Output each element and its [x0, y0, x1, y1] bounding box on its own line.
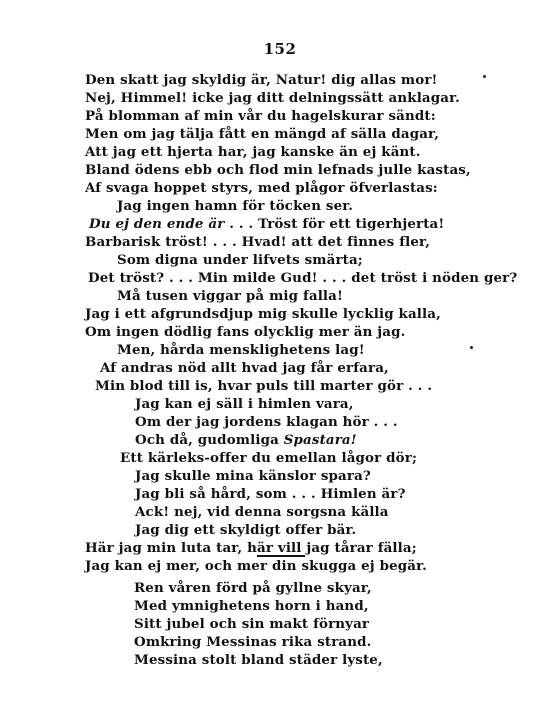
poem-line: [135, 486, 406, 503]
poem-line: [88, 270, 517, 287]
poem-line: [135, 468, 371, 485]
poem-line: [85, 162, 471, 179]
poem-line: [89, 216, 444, 233]
italic-phrase: Du ej den ende är: [89, 216, 225, 232]
poem-line: [117, 288, 343, 305]
italic-phrase: Spastara!: [283, 432, 357, 448]
poem-line: [85, 90, 460, 107]
poem-line: [100, 360, 389, 377]
poem-line: [85, 324, 405, 341]
ink-speck: [483, 75, 486, 78]
poem-line: [135, 504, 389, 521]
poem-line: [85, 108, 436, 125]
line-text: Men, hårda mensklighetens lag!: [117, 342, 365, 358]
poem-line: [135, 522, 356, 539]
poem-line: [117, 252, 363, 269]
line-text: Jag bli så hård, som . . . Himlen är?: [135, 486, 406, 502]
line-text: Af svaga hoppet styrs, med plågor öfverlastas:: [85, 180, 438, 196]
poem-line: [135, 396, 354, 413]
poem-line: [134, 634, 371, 651]
poem-line: [85, 180, 438, 197]
line-text: Barbarisk tröst! . . . Hvad! att det finnes fler,: [85, 234, 431, 250]
line-text: Jag dig ett skyldigt offer bär.: [135, 522, 357, 538]
line-text: Min blod till is, hvar puls till marter gör . . .: [95, 378, 433, 394]
poem-line: [85, 558, 427, 575]
line-text: Jag kan ej säll i himlen vara,: [135, 396, 354, 412]
poem-line: [85, 126, 439, 143]
poem-line: [134, 616, 369, 633]
line-text: Den skatt jag skyldig är, Natur! dig allas mor!: [85, 72, 438, 88]
line-text: Här jag min luta tar, här vill jag tårar fälla;: [85, 540, 417, 556]
poem-line: [85, 144, 421, 161]
poem-line: [134, 580, 372, 597]
line-text: Men om jag tälja fått en mängd af sälla dagar,: [85, 126, 440, 142]
line-text: Om ingen dödlig fans olycklig mer än jag.: [85, 324, 406, 340]
line-text: Af andras nöd allt hvad jag får erfara,: [100, 360, 389, 376]
poem-line: [135, 432, 357, 449]
line-text: Som digna under lifvets smärta;: [117, 252, 363, 268]
line-text: Jag i ett afgrundsdjup mig skulle lycklig kalla,: [85, 306, 441, 322]
poem-line: [95, 378, 432, 395]
poem-line: [134, 598, 369, 615]
line-text: Det tröst? . . . Min milde Gud! . . . det tröst i nöden ger?: [88, 270, 518, 286]
line-text: Med ymnighetens horn i hand,: [134, 598, 369, 614]
line-text: Och då, gudomliga: [135, 432, 284, 448]
line-text: Bland ödens ebb och flod min lefnads julle kastas,: [85, 162, 471, 178]
line-text: Messina stolt bland städer lyste,: [134, 652, 383, 668]
poem-line: [117, 198, 353, 215]
line-text: Nej, Himmel! icke jag ditt delningssätt anklagar.: [85, 90, 460, 106]
poem-line: [117, 342, 365, 359]
line-text: Jag kan ej mer, och mer din skugga ej begär.: [85, 558, 427, 574]
poem-line: [134, 652, 383, 669]
ink-speck: [470, 346, 473, 349]
line-text: Sitt jubel och sin makt förnyar: [134, 616, 370, 632]
line-text: . . . Tröst för ett tigerhjerta!: [224, 216, 445, 232]
line-text: Ack! nej, vid denna sorgsna källa: [135, 504, 389, 520]
poem-line: [120, 450, 417, 467]
poem-line: [135, 414, 398, 431]
poem-line: [85, 306, 441, 323]
line-text: Att jag ett hjerta har, jag kanske än ej känt.: [85, 144, 421, 160]
poem-line: [85, 234, 430, 251]
line-text: Må tusen viggar på mig falla!: [117, 288, 344, 304]
line-text: Jag skulle mina känslor spara?: [135, 468, 371, 484]
line-text: Jag ingen hamn för töcken ser.: [117, 198, 354, 214]
page-number: 152: [263, 40, 297, 58]
line-text: Om der jag jordens klagan hör . . .: [135, 414, 398, 430]
line-text: Omkring Messinas rika strand.: [134, 634, 372, 650]
line-text: Ett kärleks-offer du emellan lågor dör;: [120, 450, 418, 466]
poem-line: [85, 540, 417, 557]
poem-line: [85, 72, 438, 89]
line-text: Ren våren förd på gyllne skyar,: [134, 580, 372, 596]
line-text: På blomman af min vår du hagelskurar sändt:: [85, 108, 436, 124]
